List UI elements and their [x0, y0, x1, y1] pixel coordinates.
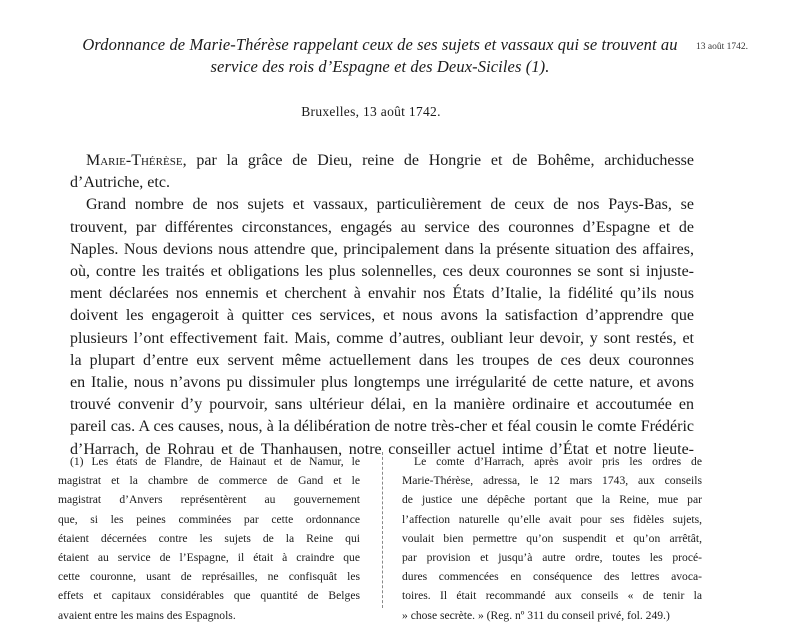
body-line: d’Harrach, de Rohrau et de Thanhausen, notre conseiller actuel intime d’État et notre lieute- [70, 440, 694, 458]
footnote-line: » chose secrète. » (Reg. nº 311 du conseil privé, fol. 249.) [402, 608, 670, 622]
opening-name: Marie-Thérèse [86, 152, 183, 169]
body-line: où, contre les traités et obligations les plus solennelles, ces deux couronnes se sont si injuste- [70, 263, 694, 281]
body-line: d’Autriche, etc. [70, 174, 170, 192]
title-line-2: service des rois d’Espagne et des Deux-Siciles (1). [210, 57, 550, 76]
footnote-line: Le comte d’Harrach, après avoir pris les ordres de [414, 455, 702, 468]
body-line: trouvé convenir d’y pourvoir, sans ultérieur délai, en la manière ordinaire et accoutumée en [70, 396, 694, 414]
body-line: plusieurs l’ont effectivement fait. Mais, comme d’autres, oubliant leur devoir, y sont restés, et [70, 329, 694, 347]
footnote-line: magistrat et la chambre de commerce de Gand et le [58, 474, 360, 488]
place-and-date: Bruxelles, 13 août 1742. [301, 104, 441, 119]
ordinance-body [70, 150, 694, 461]
footnote-line: toires. Il était recommandé aux conseils « de tenir la [402, 589, 702, 603]
body-line [70, 150, 694, 172]
margin-date: 13 août 1742. [696, 42, 748, 52]
body-line: pareil cas. A ces causes, nous, à la délibération de notre très-cher et féal cousin le comte Frédéric [70, 418, 694, 436]
footnote-line: avaient entre les mains des Espagnols. [58, 608, 236, 622]
title-line-1: Ordonnance de Marie-Thérèse rappelant ceux de ses sujets et vassaux qui se trouvent au [82, 35, 678, 54]
footnote-right-column [402, 452, 702, 625]
body-line: Grand nombre de nos sujets et vassaux, particulièrement de ceux de nos Pays-Bas, se [86, 196, 694, 214]
body-line: Naples. Nous devions nous attendre que, principalement dans la présente situation des affaires, [70, 240, 694, 258]
footnote-line: de justice une dépêche portant que la Reine, mue par [402, 493, 702, 507]
footnote-left-column [58, 452, 360, 625]
footnote-line: dures commencées en conséquence des lettres avoca- [402, 570, 702, 584]
footnote-line: effets et capitaux considérables que quantité de Belges [58, 589, 360, 603]
footnote-line: voulait bien permettre qu’on suspendit et qu’on arrêtât, [402, 531, 702, 545]
footnote-line: par provision et jusqu’à autre ordre, toutes les procé- [402, 551, 702, 565]
body-line: la plupart d’entre eux servent même actuellement dans les troupes de ces deux couronnes [70, 351, 694, 369]
footnote-line: magistrat d’Anvers représentèrent au gouvernement [58, 493, 360, 507]
body-line-text: , par la grâce de Dieu, reine de Hongrie et de Bohême, archiduchesse [182, 152, 694, 169]
ordinance-title [30, 34, 730, 78]
footnote-line: (1) Les états de Flandre, de Hainaut et de Namur, le [70, 455, 360, 468]
body-line: trouvent, par différentes circonstances, engagés au service des couronnes d’Espagne et de [70, 218, 694, 236]
footnote-line: cette couronne, usant de représailles, ne confisquât les [58, 570, 360, 584]
footnote-column-divider [382, 452, 383, 608]
footnote-line: étaient décernées contre les sujets de la Reine qui [58, 531, 360, 545]
footnote-line: Marie-Thérèse, adressa, le 12 mars 1743, aux conseils [402, 474, 702, 488]
footnote-line: l’affection naturelle qu’elle avait pour ses fidèles sujets, [402, 512, 702, 526]
body-line: ment déclarées nos ennemis et cherchent à envahir nos États d’Italie, la fidélité qu’ils nous [70, 285, 694, 303]
body-line: doivent les engageroit à quitter ces services, et nous avons la satisfaction d’apprendre que [70, 307, 694, 325]
body-line: en Italie, nous n’avons pu dissimuler plus longtemps une irrégularité de cette nature, et avons [70, 374, 694, 392]
footnote-line: étaient au service de l’Espagne, il était à craindre que [58, 551, 360, 565]
footnote-line: que, si les peines comminées par cette ordonnance [58, 512, 360, 526]
